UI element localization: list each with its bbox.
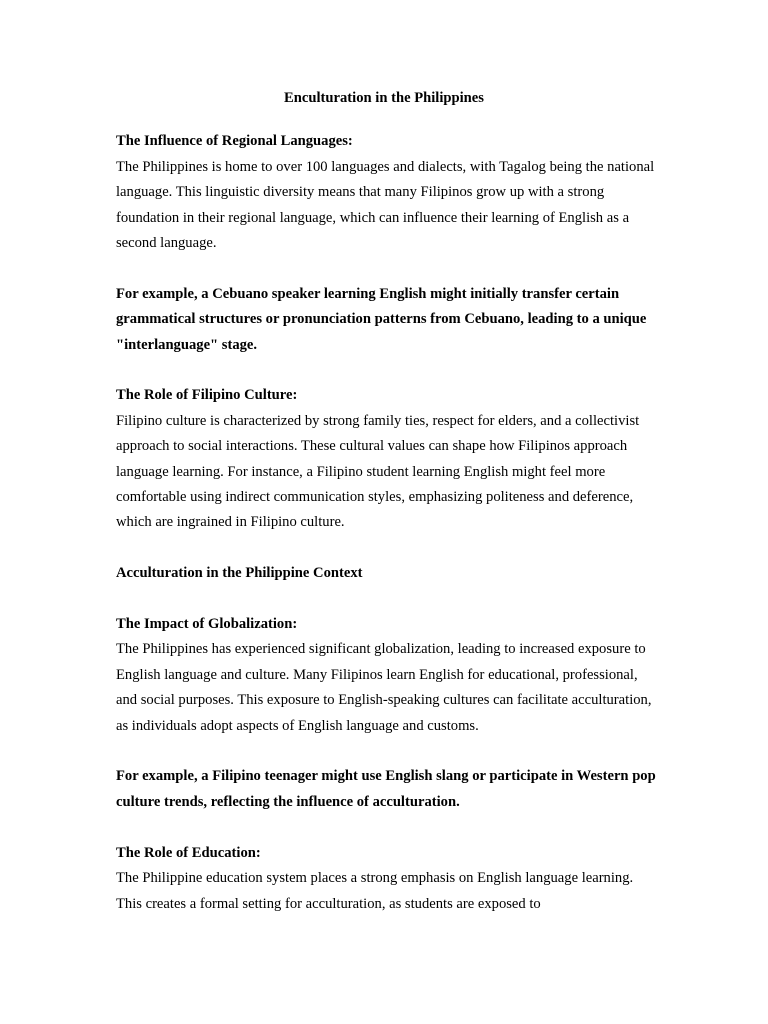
paragraph-regional-languages: The Philippines is home to over 100 languages and dialects, with Tagalog being the national language. This linguistic diversity means that many Filipinos grow up with a strong foundation in their regional language, which can influence their learning of English as a second language. <box>116 158 655 252</box>
example-cebuano: For example, a Cebuano speaker learning English might initially transfer certain grammatical structures or pronunciation patterns from Cebuano, leading to a unique "interlanguage" stage. <box>116 285 647 353</box>
document-title: Enculturation in the Philippines <box>284 90 484 106</box>
heading-filipino-culture: The Role of Filipino Culture: <box>116 387 298 404</box>
paragraph-spacer <box>116 587 656 612</box>
heading-globalization: The Impact of Globalization: <box>116 616 298 633</box>
paragraph-spacer <box>116 815 656 840</box>
heading-acculturation: Acculturation in the Philippine Context <box>116 565 363 582</box>
heading-education: The Role of Education: <box>116 844 261 861</box>
paragraph-spacer <box>116 739 656 764</box>
example-teenager: For example, a Filipino teenager might use English slang or participate in Western pop culture trends, reflecting the influence of acculturation. <box>116 768 656 810</box>
paragraph-spacer <box>116 358 656 383</box>
document-content <box>116 86 656 917</box>
paragraph-spacer <box>116 536 656 561</box>
paragraph-filipino-culture: Filipino culture is characterized by strong family ties, respect for elders, and a collectivist approach to social interactions. These cultural values can shape how Filipinos approach language learning. For instance, a Filipino student learning English might feel more comfortable using indirect communication styles, emphasizing politeness and deference, which are ingrained in Filipino culture. <box>116 412 640 531</box>
paragraph-education: The Philippine education system places a strong emphasis on English language learning. This creates a formal setting for acculturation, as students are exposed to <box>116 870 634 912</box>
paragraph-spacer <box>116 256 656 281</box>
heading-regional-languages: The Influence of Regional Languages: <box>116 133 353 150</box>
paragraph-globalization: The Philippines has experienced significant globalization, leading to increased exposure to English language and culture. Many Filipinos learn English for educational, professional, and social purposes. This exposure to English-speaking cultures can facilitate acculturation, as individuals adopt aspects of English language and customs. <box>116 641 652 734</box>
